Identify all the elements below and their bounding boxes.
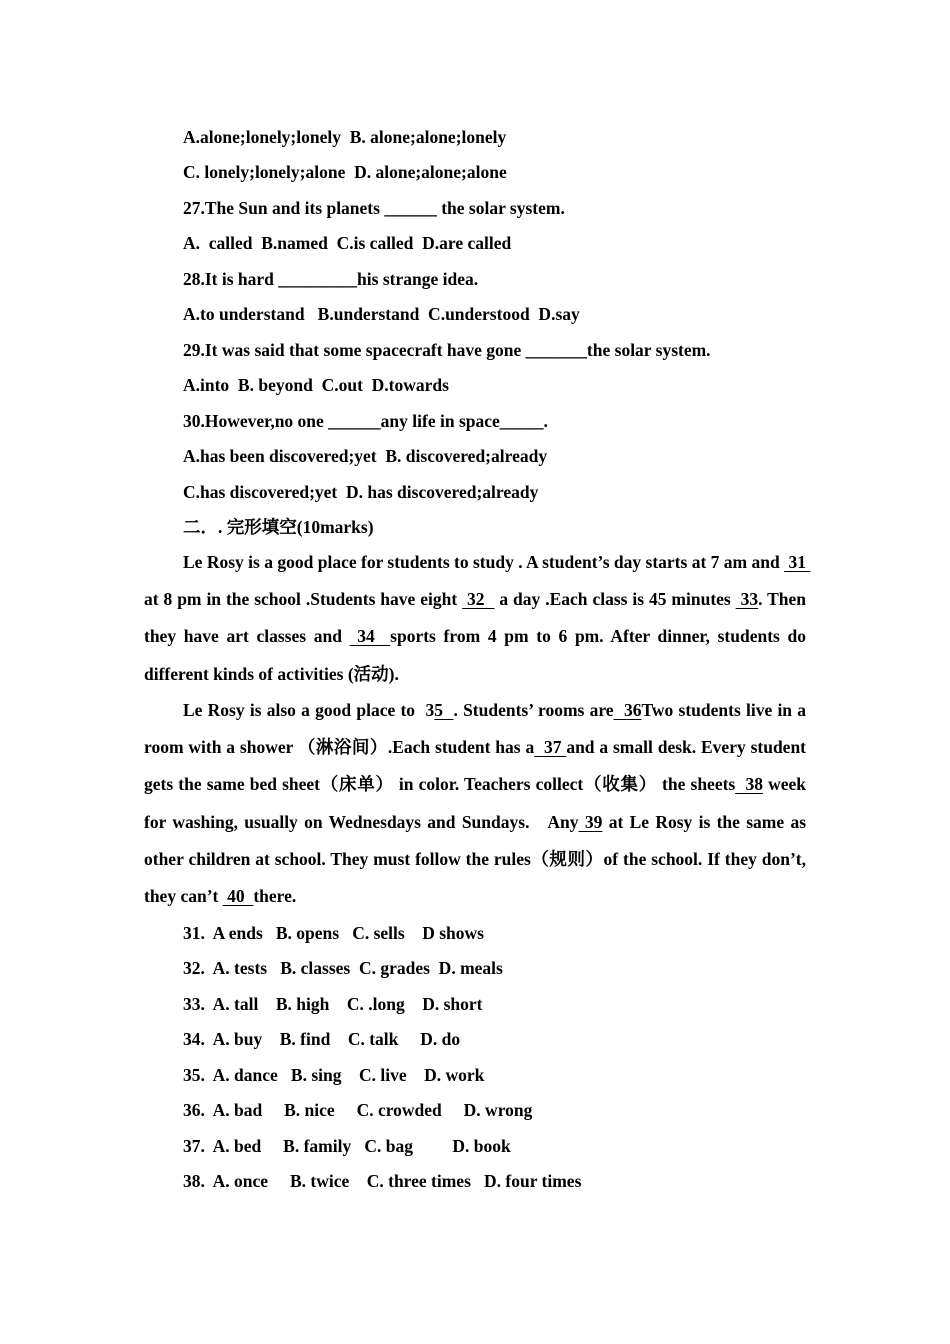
passage-text: . Students’ rooms are: [453, 700, 614, 720]
question-line: 二．. 完形填空(10marks): [183, 517, 374, 537]
option-line: 34. A. buy B. find C. talk D. do: [183, 1029, 461, 1049]
blank-number: 34: [349, 626, 391, 647]
option-line: 35. A. dance B. sing C. live D. work: [183, 1065, 485, 1085]
question-line: 29.It was said that some spacecraft have gone _______the solar system.: [183, 340, 711, 360]
passage-text: Two students live in a room with a shower （淋浴间）.Each student has a: [144, 700, 811, 758]
question-line: C.has discovered;yet D. has discovered;already: [183, 482, 539, 502]
option-line: 31. A ends B. opens C. sells D shows: [183, 923, 484, 943]
option-line: 32. A. tests B. classes C. grades D. meals: [183, 958, 503, 978]
blank-number: 33: [735, 589, 759, 610]
question-line: C. lonely;lonely;alone D. alone;alone;alone: [183, 162, 507, 182]
passage-text: . Then they have art classes and: [144, 589, 811, 647]
question-line: A.to understand B.understand C.understood D.say: [183, 304, 580, 324]
blank-number: 37: [534, 737, 567, 758]
blank-number: 38: [735, 774, 763, 795]
passage-text: Le Rosy is a good place for students to study . A student’s day starts at 7 am and: [183, 552, 785, 572]
cloze-paragraph-1: [144, 544, 815, 693]
passage-text: week for washing, usually on Wednesdays and Sundays. Any: [144, 774, 811, 832]
blank-number: 40: [222, 886, 254, 907]
blank-number: 5: [434, 700, 454, 720]
passage-text: sports from 4 pm to 6 pm. After dinner, students do different kinds of activities (活动).: [144, 626, 811, 684]
question-line: 27.The Sun and its planets ______ the solar system.: [183, 198, 565, 218]
question-line: A.has been discovered;yet B. discovered;already: [183, 446, 548, 466]
passage-text: and a small desk. Every student gets the same bed sheet（床单） in color. Teachers collect（收集） the sheets: [144, 737, 811, 795]
cloze-paragraph-2: [144, 692, 811, 915]
passage-text: at 8 pm in the school .Students have eight: [144, 552, 815, 610]
question-line: A.alone;lonely;lonely B. alone;alone;lonely: [183, 127, 507, 147]
question-line: 30.However,no one ______any life in space_____.: [183, 411, 548, 431]
question-line: 28.It is hard _________his strange idea.: [183, 269, 479, 289]
question-line: A.into B. beyond C.out D.towards: [183, 375, 449, 395]
blank-number: 36: [613, 700, 642, 720]
option-line: 37. A. bed B. family C. bag D. book: [183, 1136, 511, 1156]
blank-number: 32: [462, 589, 495, 610]
question-line: A. called B.named C.is called D.are called: [183, 233, 512, 253]
option-line: 33. A. tall B. high C. .long D. short: [183, 994, 483, 1014]
passage-text: there.: [253, 886, 297, 907]
blank-number: 39: [578, 811, 603, 832]
option-line: 38. A. once B. twice C. three times D. four times: [183, 1171, 582, 1191]
passage-text: at Le Rosy is the same as other children at school. They must follow the rules（规则）of the school. If they don’t, they can’t: [144, 811, 811, 907]
passage-text: a day .Each class is 45 minutes: [494, 589, 736, 610]
passage-text: Le Rosy is also a good place to 3: [183, 700, 435, 720]
option-line: 36. A. bad B. nice C. crowded D. wrong: [183, 1100, 533, 1120]
blank-number: 31: [784, 552, 811, 572]
